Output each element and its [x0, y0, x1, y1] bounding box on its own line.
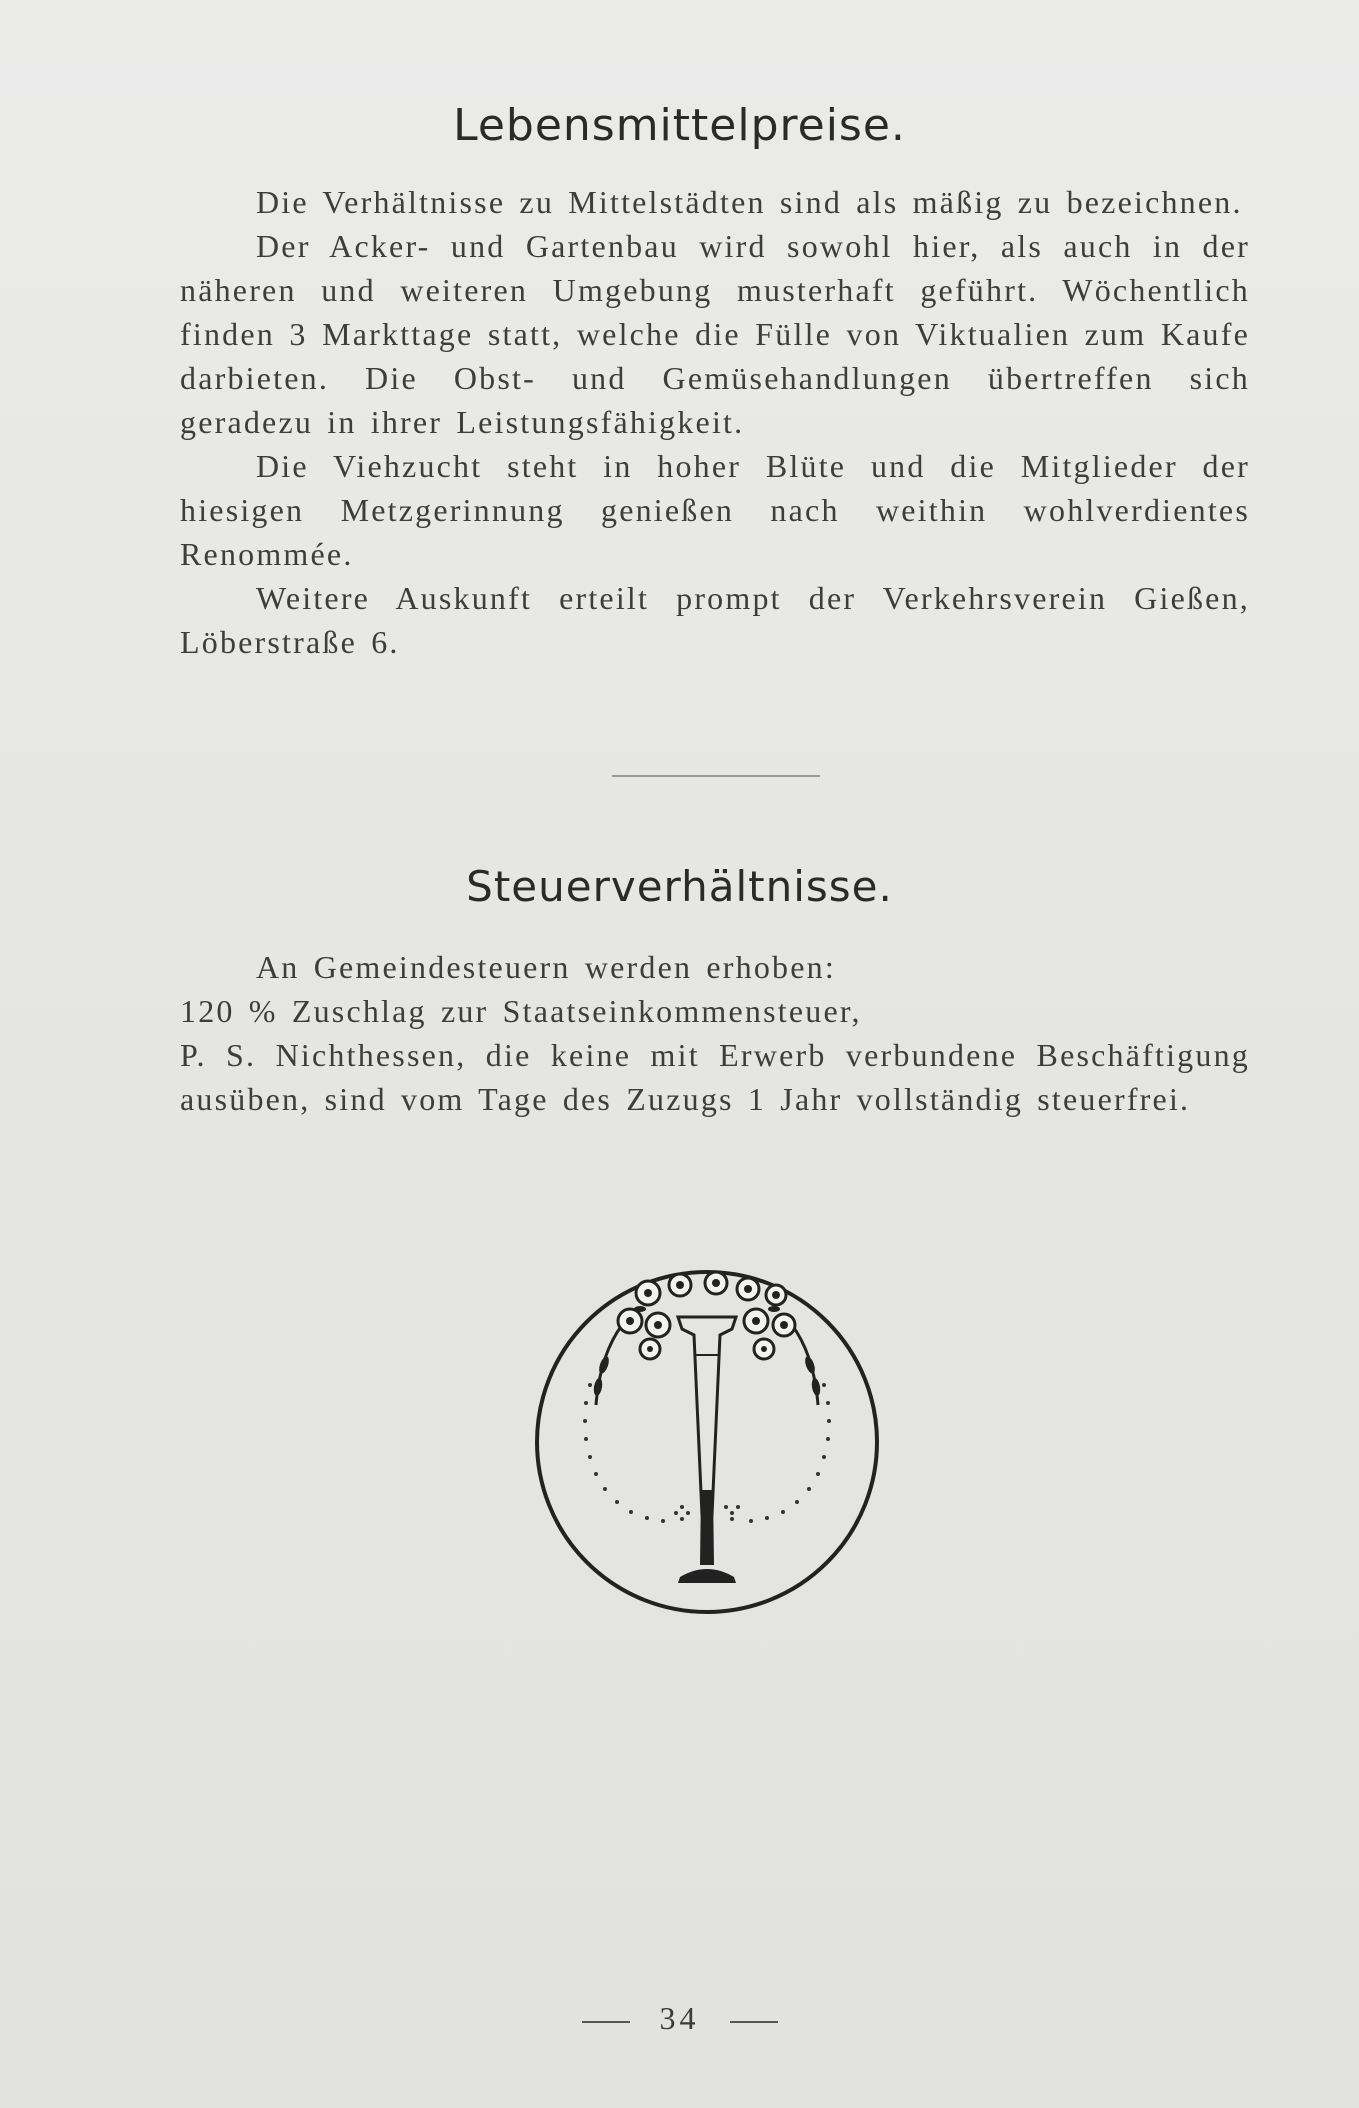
paragraph-4: Weitere Auskunft erteilt prompt der Verkehrsverein Gießen, Löberstraße 6. [180, 580, 1250, 660]
heading-lebensmittelpreise: Lebensmittelpreise. [453, 100, 906, 151]
heading-steuerverhaeltnisse: Steuerverhältnisse. [466, 862, 893, 911]
page-number: 34 [659, 2000, 700, 2036]
section-steuerverhaeltnisse-body [180, 945, 1250, 1121]
paragraph-tax-rate: 120 % Zuschlag zur Staatseinkommensteuer, [180, 993, 862, 1029]
paragraph-ps-note: P. S. Nichthessen, die keine mit Erwerb verbundene Beschäftigung ausüben, sind vom Tage des Zuzugs 1 Jahr vollständig steuerfrei. [180, 1037, 1250, 1117]
footer-dash-right [730, 2021, 778, 2023]
page-footer [0, 2000, 1359, 2037]
vase-with-flowers-icon [530, 1265, 884, 1619]
section-divider [612, 775, 820, 777]
paragraph-intro: An Gemeindesteuern werden erhoben: [256, 949, 836, 985]
paragraph-3: Die Viehzucht steht in hoher Blüte und die Mitglieder der hiesigen Metzgerinnung genießen nach weithin wohlverdientes Renommée. [180, 448, 1250, 572]
paragraph-1: Die Verhältnisse zu Mittelstädten sind als mäßig zu bezeichnen. [256, 184, 1243, 220]
paragraph-2: Der Acker- und Gartenbau wird sowohl hier, als auch in der näheren und weiteren Umgebung musterhaft geführt. Wöchentlich finden 3 Markttage statt, welche die Fülle von Viktualien zum Kaufe darbieten. Die Obst- und Gemüsehandlungen übertreffen sich geradezu in ihrer Leistungsfähigkeit. [180, 228, 1250, 440]
footer-dash-left [582, 2021, 630, 2023]
section-lebensmittelpreise-body [180, 180, 1250, 664]
